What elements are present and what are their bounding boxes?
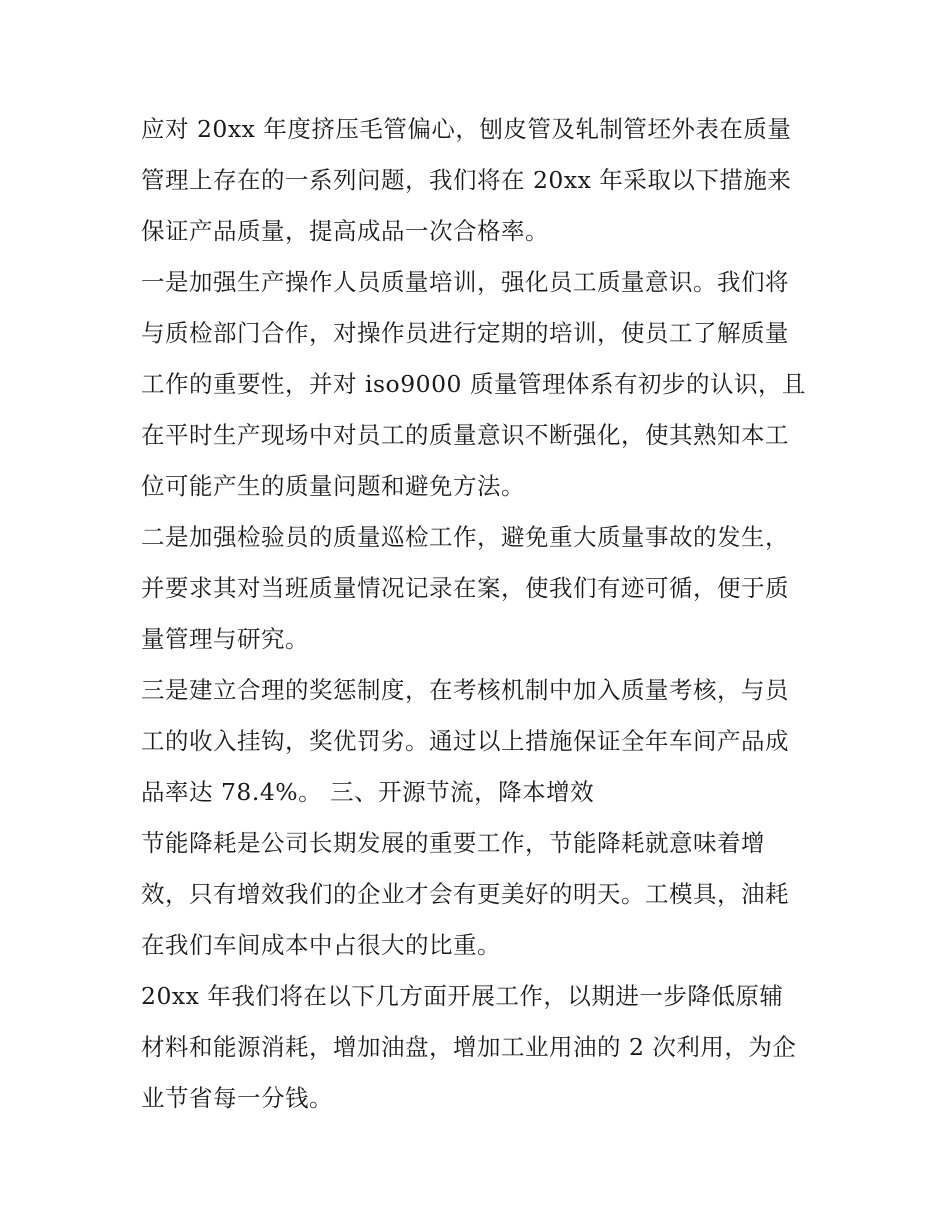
- text-line: 在平时生产现场中对员工的质量意识不断强化，使其熟知本工: [141, 421, 789, 449]
- text-line: 效，只有增效我们的企业才会有更美好的明天。工模具，油耗: [141, 880, 789, 908]
- text-line: 应对 20xx 年度挤压毛管偏心，刨皮管及轧制管坯外表在质量: [141, 115, 792, 143]
- text-line: 二是加强检验员的质量巡检工作，避免重大质量事故的发生，: [141, 523, 789, 551]
- text-line: 工的收入挂钩，奖优罚劣。通过以上措施保证全年车间产品成: [141, 727, 789, 755]
- text-line: 节能降耗是公司长期发展的重要工作，节能降耗就意味着增: [141, 829, 765, 857]
- text-line: 品率达 78.4%。 三、开源节流，降本增效: [141, 778, 595, 806]
- text-line: 材料和能源消耗，增加油盘，增加工业用油的 2 次利用，为企: [141, 1033, 797, 1061]
- text-line: 一是加强生产操作人员质量培训，强化员工质量意识。我们将: [141, 268, 789, 296]
- text-line: 三是建立合理的奖惩制度，在考核机制中加入质量考核，与员: [141, 676, 789, 704]
- text-line: 20xx 年我们将在以下几方面开展工作，以期进一步降低原辅: [141, 982, 784, 1010]
- text-line: 在我们车间成本中占很大的比重。: [141, 931, 501, 959]
- text-line: 量管理与研究。: [141, 625, 309, 653]
- text-line: 工作的重要性，并对 iso9000 质量管理体系有初步的认识，且: [141, 370, 806, 398]
- text-line: 位可能产生的质量问题和避免方法。: [141, 472, 525, 500]
- text-line: 管理上存在的一系列问题，我们将在 20xx 年采取以下措施来: [141, 166, 792, 194]
- text-line: 保证产品质量，提高成品一次合格率。: [141, 217, 549, 245]
- text-line: 业节省每一分钱。: [141, 1084, 333, 1112]
- text-line: 并要求其对当班质量情况记录在案，使我们有迹可循，便于质: [141, 574, 789, 602]
- document-body: [141, 104, 821, 1124]
- text-line: 与质检部门合作，对操作员进行定期的培训，使员工了解质量: [141, 319, 789, 347]
